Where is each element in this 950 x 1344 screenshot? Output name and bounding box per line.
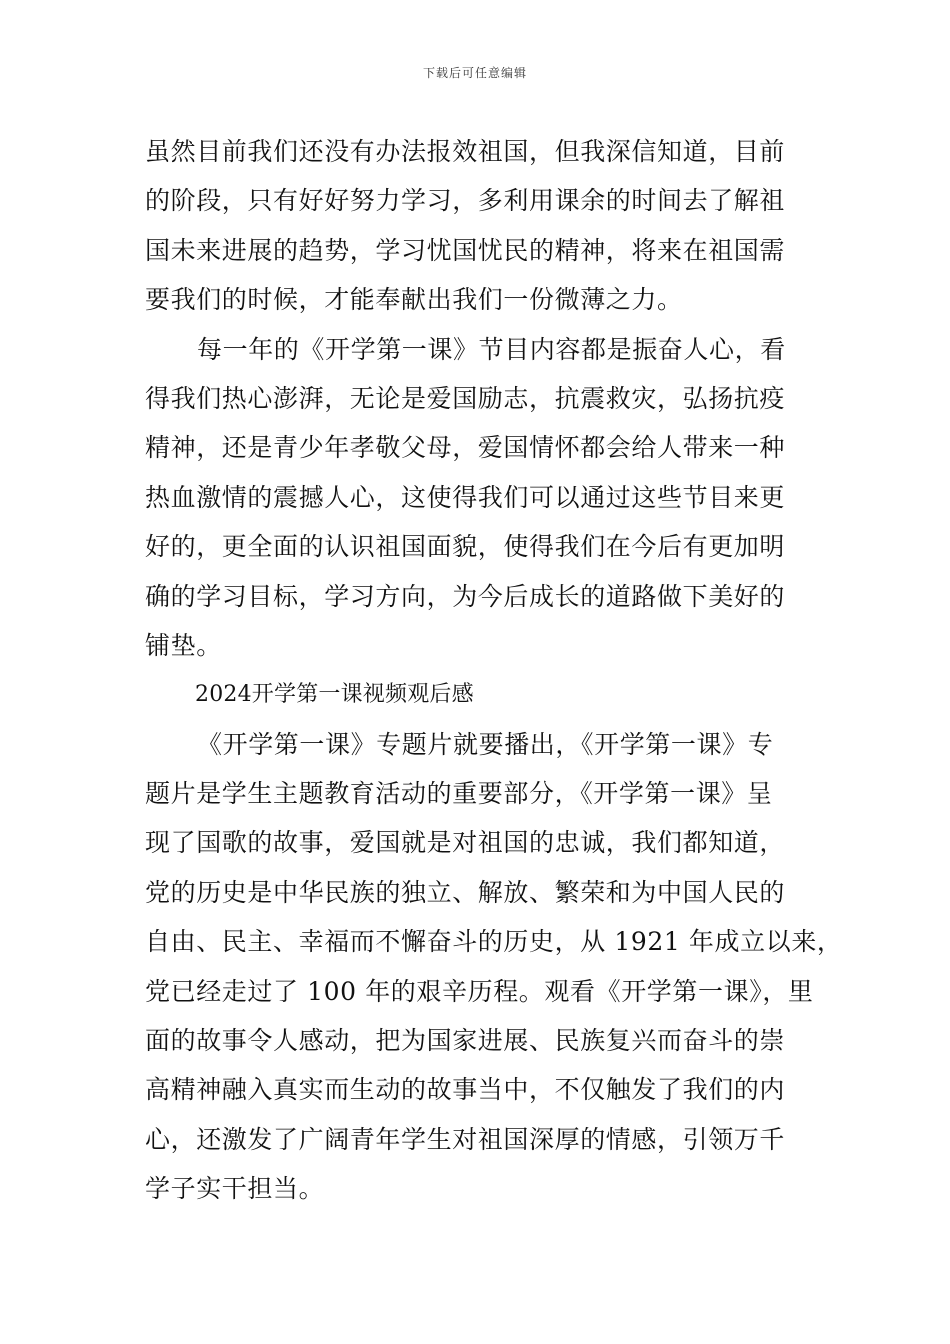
text-line: 得我们热心澎湃，无论是爱国励志，抗震救灾，弘扬抗疫 — [145, 383, 786, 413]
text-line: 党已经走过了 100 年的艰辛历程。观看《开学第一课》，里 — [145, 976, 814, 1006]
text-line: 国未来进展的趋势，学习忧国忧民的精神，将来在祖国需 — [145, 235, 786, 265]
paragraph — [145, 720, 843, 1214]
text-line: 好的，更全面的认识祖国面貌，使得我们在今后有更加明 — [145, 532, 786, 562]
text-line: 热血激情的震撼人心，这使得我们可以通过这些节目来更 — [145, 482, 786, 512]
section-heading: 2024开学第一课视频观后感 — [195, 682, 474, 708]
text-line: 题片是学生主题教育活动的重要部分，《开学第一课》呈 — [145, 779, 773, 809]
text-line: 面的故事令人感动，把为国家进展、民族复兴而奋斗的崇 — [145, 1026, 786, 1056]
text-line: 《开学第一课》专题片就要播出，《开学第一课》专 — [197, 729, 774, 759]
page-header: 下载后可任意编辑 — [422, 66, 527, 80]
text-line: 党的历史是中华民族的独立、解放、繁荣和为中国人民的 — [145, 877, 786, 907]
text-line: 虽然目前我们还没有办法报效祖国，但我深信知道，目前 — [145, 137, 786, 166]
text-line: 自由、民主、幸福而不懈奋斗的历史，从 1921 年成立以来， — [145, 927, 843, 957]
text-line: 要我们的时候，才能奉献出我们一份微薄之力。 — [145, 285, 683, 315]
text-line: 精神，还是青少年孝敬父母，爱国情怀都会给人带来一种 — [145, 433, 786, 463]
text-line: 学子实干担当。 — [145, 1174, 325, 1204]
document-body — [145, 127, 843, 1214]
text-line: 高精神融入真实而生动的故事当中，不仅触发了我们的内 — [145, 1075, 786, 1105]
text-line: 铺垫。 — [145, 630, 222, 660]
text-line: 确的学习目标，学习方向，为今后成长的道路做下美好的 — [145, 581, 786, 611]
paragraph — [145, 325, 835, 671]
paragraph — [145, 127, 835, 325]
text-line: 现了国歌的故事，爱国就是对祖国的忠诚，我们都知道， — [145, 828, 786, 858]
text-line: 每一年的《开学第一课》节目内容都是振奋人心，看 — [197, 334, 786, 364]
text-line: 心，还激发了广阔青年学生对祖国深厚的情感，引领万千 — [145, 1124, 786, 1154]
text-line: 的阶段，只有好好努力学习，多利用课余的时间去了解祖 — [145, 186, 786, 216]
